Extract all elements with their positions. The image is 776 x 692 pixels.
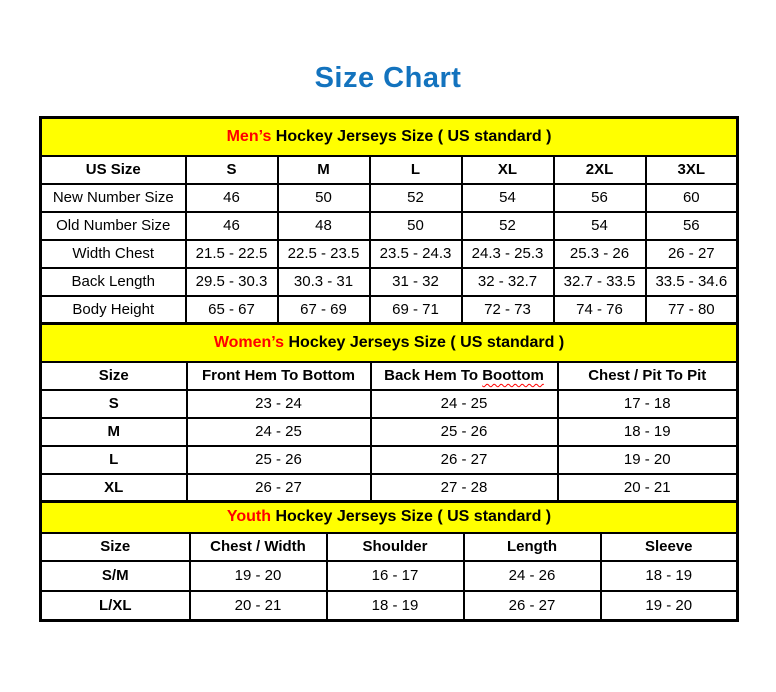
row-header: Width Chest	[41, 240, 186, 268]
size-value-cell: 72 - 73	[462, 296, 554, 324]
size-value-cell: 21.5 - 22.5	[186, 240, 278, 268]
row-header: Old Number Size	[41, 212, 186, 240]
mens-header-row	[41, 156, 738, 184]
table-row	[41, 591, 738, 621]
womens-header-row	[41, 362, 738, 390]
womens-banner-highlight: Women’s	[213, 333, 285, 351]
size-value-cell: 69 - 71	[370, 296, 462, 324]
youth-banner-highlight: Youth	[226, 508, 271, 526]
row-header: S/M	[41, 561, 190, 591]
row-header: L	[41, 446, 187, 474]
size-value-cell: 26 - 27	[646, 240, 738, 268]
womens-banner	[41, 324, 738, 362]
misspelled-word: Boottom	[482, 367, 544, 384]
size-value-cell: 18 - 19	[327, 591, 464, 621]
size-value-cell: 19 - 20	[190, 561, 327, 591]
youth-header-row	[41, 533, 738, 561]
mens-banner-text: Hockey Jerseys Size ( US standard )	[275, 127, 552, 145]
column-header: Front Hem To Bottom	[187, 362, 371, 390]
size-value-cell: 19 - 20	[558, 446, 738, 474]
column-header: 2XL	[554, 156, 646, 184]
size-value-cell: 20 - 21	[190, 591, 327, 621]
column-header: US Size	[41, 156, 186, 184]
mens-banner-highlight: Men’s	[226, 127, 272, 145]
size-value-cell: 32.7 - 33.5	[554, 268, 646, 296]
column-header: Chest / Width	[190, 533, 327, 561]
size-value-cell: 16 - 17	[327, 561, 464, 591]
row-header: XL	[41, 474, 187, 502]
row-header: S	[41, 390, 187, 418]
womens-size-table	[39, 322, 739, 503]
column-header: M	[278, 156, 370, 184]
size-value-cell: 18 - 19	[558, 418, 738, 446]
column-header: Shoulder	[327, 533, 464, 561]
table-row	[41, 474, 738, 502]
column-header	[371, 362, 558, 390]
size-value-cell: 19 - 20	[601, 591, 738, 621]
size-value-cell: 67 - 69	[278, 296, 370, 324]
table-row	[41, 390, 738, 418]
mens-size-table	[39, 116, 739, 325]
size-value-cell: 33.5 - 34.6	[646, 268, 738, 296]
size-value-cell: 46	[186, 184, 278, 212]
size-value-cell: 50	[370, 212, 462, 240]
column-header: L	[370, 156, 462, 184]
size-value-cell: 30.3 - 31	[278, 268, 370, 296]
size-value-cell: 23 - 24	[187, 390, 371, 418]
size-value-cell: 25.3 - 26	[554, 240, 646, 268]
row-header: Back Length	[41, 268, 186, 296]
size-value-cell: 60	[646, 184, 738, 212]
size-value-cell: 27 - 28	[371, 474, 558, 502]
row-header: L/XL	[41, 591, 190, 621]
table-row	[41, 446, 738, 474]
column-header: S	[186, 156, 278, 184]
table-row	[41, 184, 738, 212]
youth-banner	[41, 502, 738, 533]
youth-banner-text: Hockey Jerseys Size ( US standard )	[275, 508, 552, 526]
youth-banner-row	[41, 502, 738, 533]
size-value-cell: 23.5 - 24.3	[370, 240, 462, 268]
size-value-cell: 65 - 67	[186, 296, 278, 324]
column-header: 3XL	[646, 156, 738, 184]
row-header: Body Height	[41, 296, 186, 324]
size-value-cell: 52	[370, 184, 462, 212]
size-value-cell: 54	[462, 184, 554, 212]
table-row	[41, 296, 738, 324]
size-value-cell: 54	[554, 212, 646, 240]
row-header: New Number Size	[41, 184, 186, 212]
size-value-cell: 17 - 18	[558, 390, 738, 418]
size-value-cell: 32 - 32.7	[462, 268, 554, 296]
size-value-cell: 18 - 19	[601, 561, 738, 591]
size-value-cell: 77 - 80	[646, 296, 738, 324]
table-row	[41, 212, 738, 240]
size-value-cell: 25 - 26	[187, 446, 371, 474]
mens-banner	[41, 118, 738, 156]
column-header: Chest / Pit To Pit	[558, 362, 738, 390]
table-row	[41, 268, 738, 296]
youth-size-table	[39, 500, 739, 622]
size-value-cell: 24.3 - 25.3	[462, 240, 554, 268]
size-value-cell: 22.5 - 23.5	[278, 240, 370, 268]
size-value-cell: 24 - 25	[187, 418, 371, 446]
size-value-cell: 48	[278, 212, 370, 240]
size-value-cell: 26 - 27	[371, 446, 558, 474]
table-row	[41, 418, 738, 446]
size-value-cell: 26 - 27	[187, 474, 371, 502]
column-header: XL	[462, 156, 554, 184]
page-title: Size Chart	[314, 62, 462, 94]
mens-banner-row	[41, 118, 738, 156]
column-header: Size	[41, 533, 190, 561]
womens-banner-row	[41, 324, 738, 362]
size-value-cell: 56	[554, 184, 646, 212]
size-value-cell: 29.5 - 30.3	[186, 268, 278, 296]
size-value-cell: 20 - 21	[558, 474, 738, 502]
womens-banner-text: Hockey Jerseys Size ( US standard )	[288, 333, 565, 351]
size-value-cell: 24 - 26	[464, 561, 601, 591]
size-value-cell: 31 - 32	[370, 268, 462, 296]
size-value-cell: 50	[278, 184, 370, 212]
table-row	[41, 240, 738, 268]
size-value-cell: 25 - 26	[371, 418, 558, 446]
table-row	[41, 561, 738, 591]
column-header: Size	[41, 362, 187, 390]
size-value-cell: 56	[646, 212, 738, 240]
row-header: M	[41, 418, 187, 446]
size-value-cell: 52	[462, 212, 554, 240]
column-header: Sleeve	[601, 533, 738, 561]
size-value-cell: 26 - 27	[464, 591, 601, 621]
column-header: Length	[464, 533, 601, 561]
column-header-text: Back Hem To	[384, 367, 479, 384]
size-value-cell: 46	[186, 212, 278, 240]
size-value-cell: 24 - 25	[371, 390, 558, 418]
size-value-cell: 74 - 76	[554, 296, 646, 324]
